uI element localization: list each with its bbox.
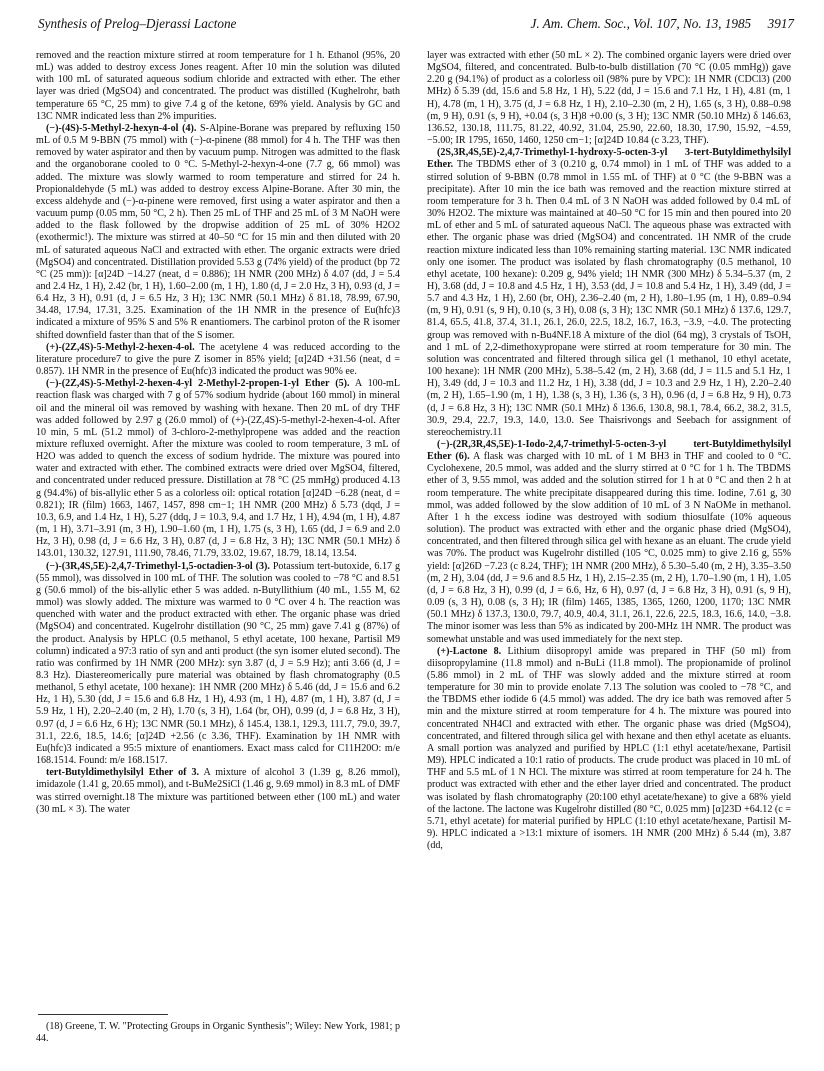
paragraph: (−)-(4S)-5-Methyl-2-hexyn-4-ol (4). S-Alpine-Borane was prepared by refluxing 150 mL of 0.5 M 9-BBN (75 mmol) with (−)-α-pinene (88 mmol) for 4 h. The THF was then removed by water aspirator and then by vacuum pump. Nitrogen was admitted to the flask and the organoborane cooled to 0 °C. 5-Methyl-2-hexyn-4-one (7.7 g, 66 mmol) was added. The mixture was slowly warmed to room temperature and stirred for 24 h. Propionaldehyde (5 mL) was added to destroy excess Alpine-Borane. After 30 min, the excess aldehyde and (−)-α-pinene were removed, first using a water aspirator and then a vacuum pump (0.05 mm, 50 °C, 2 h). Then 25 mL of THF and 25 mL of 3 M NaOH were added to the flask followed by the dropwise addition of 25 mL of 30% H2O2 (exothermic!). The mixture was stirred at 40–50 °C for 15 min and then diluted with 20 mL of saturated aqueous NaCl and extracted with ether. The organic extracts were dried (MgSO4) and concentrated. Distillation provided 5.53 g (74% yield) of the product (bp 72 °C (25 mm)): [α]24D −14.27 (neat, d = 0.886); 1H NMR (200 MHz) δ 4.07 (dd, J = 5.4 and 2.4 Hz, 1 H), 2.42 (br, 1 H), 1.60–2.00 (m, 1 H), 1.80 (d, J = 2.0 Hz, 3 H), 0.93 (d, J = 6.4 Hz, 3 H), 0.91 (d, J = 6.5 Hz, 3 H); 13C NMR (50.1 MHz) δ 81.18, 78.99, 67.90, 34.48, 17.94, 17.31, 3.25. Examination of the 1H NMR in the presence of Eu(hfc)3 indicated a mixture of 95% S and 5% R enantiomers. The carbinol proton of the R isomer shifted downfield faster than that of the S isomer. <box>36 122 400 341</box>
running-header <box>38 16 794 36</box>
paragraph: layer was extracted with ether (50 mL × 2). The combined organic layers were dried over MgSO4, filtered, and concentrated. Bulb-to-bulb distillation (70 °C (0.05 mmHg)) gave 2.20 g (94.1%) of product as a colorless oil (98% pure by VPC): 1H NMR (CDCl3) (200 MHz) δ 5.39 (dd, 15.6 and 5.8 Hz, 1 H), 5.22 (dd, J = 15.6 and 7.1 Hz, 1 H), 4.81 (m, 1 H), 4.78 (m, 1 H), 3.75 (d, J = 6.8 Hz, 1 H), 2.10–2.30 (m, 2 H), 1.65 (s, 3 H), 0.88–0.98 (m, 9 H), 0.91 (s, 9 H), +0.04 (s, 3 H)8 +0.00 (s, 3 H); 13C NMR (50.10 MHz) δ 146.63, 136.52, 130.18, 111.75, 81.22, 40.92, 31.04, 25.90, 22.60, 18.30, 17.90, 15.92, −4.59, −5.00; IR 1795, 1650, 1460, 1250 cm−1; [α]24D 10.84 (c 3.23, THF). <box>427 50 791 147</box>
paragraph: (+)-(2Z,4S)-5-Methyl-2-hexen-4-ol. The acetylene 4 was reduced according to the literature procedure7 to give the pure Z isomer in 85% yield; [α]24D +31.56 (neat, d = 0.857). 1H NMR in the presence of Eu(hfc)3 indicated the product was 90% ee. <box>36 341 400 378</box>
compound-heading: (+)-Lactone 8. <box>437 645 502 657</box>
compound-heading: (−)-(2Z,4S)-5-Methyl-2-hexen-4-yl 2-Methyl-2-propen-1-yl Ether (5). <box>46 378 350 390</box>
footnote <box>36 1021 400 1045</box>
compound-heading: (−)-(4S)-5-Methyl-2-hexyn-4-ol (4). <box>46 122 197 134</box>
paragraph: tert-Butyldimethylsilyl Ether of 3. A mixture of alcohol 3 (1.39 g, 8.26 mmol), imidazole (1.41 g, 20.65 mmol), and t-BuMe2SiCl (1.46 g, 9.69 mmol) in 8.3 mL of DMF was stirred overnight.18 The mixture was partitioned between ether (100 mL) and water (30 mL × 3). The water <box>36 767 400 815</box>
paragraph: (−)-(3R,4S,5E)-2,4,7-Trimethyl-1,5-octadien-3-ol (3). Potassium tert-butoxide, 6.17 g (55 mmol), was dissolved in 100 mL of THF. The solution was cooled to −78 °C and 8.51 g (50.6 mmol) of the bis-allylic ether 5 was added. n-Butyllithium (40 mL, 1.55 M, 62 mmol) was slowly added. The mixture was warmed to 0 °C over 4 h. The reaction was quenched with water and the product extracted with ether. The organic phase was dried (MgSO4) and concentrated. Kugelrohr distillation (90 °C, 25 mm) gave 7.41 g (87%) of the product. Analysis by HPLC (0.5 methanol, 5 ethyl acetate, 100 hexane, Partisil M9 column) indicated a 97:3 ratio of syn and anti product (the syn isomer eluted second). The ratio was confirmed by 1H NMR (200 MHz): syn 3.87 (d, J = 5.9 Hz); anti 3.66 (d, J = 8.3 Hz). Diastereomerically pure material was obtained by flash chromatography (0.5 methanol, 5 ethyl acetate, 100 hexane): 1H NMR (200 MHz) δ 5.46 (dd, J = 15.6 and 6.2 Hz, 1 H), 5.30 (dd, J = 15.6 and 6.8 Hz, 1 H), 4.93 (m, 1 H), 4.87 (m, 1 H), 3.87 (d, J = 5.9 Hz, 1 H), 2.20–2.40 (m, 2 H), 1.70 (s, 3 H), 1.64 (br, OH), 0.99 (d, J = 6.8 Hz, 3 H), 0.97 (d, J = 6.6 Hz, 6 H); 13C NMR (50.1 MHz), δ 145.4, 138.1, 129.3, 111.7, 79.0, 39.7, 31.1, 22.6, 18.5, 14.6; [α]24D +2.56 (c 3.36, THF). Examination by 1H NMR with Eu(hfc)3 indicated a 95:5 mixture of enantiomers. Exact mass calcd for C11H20O: m/e 168.1514. Found: m/e 168.1517. <box>36 560 400 767</box>
footnote-divider <box>38 1014 168 1015</box>
right-column <box>427 50 791 852</box>
footnote-text: (18) Greene, T. W. "Protecting Groups in Organic Synthesis"; Wiley: New York, 1981; p 44. <box>36 1021 400 1044</box>
paragraph: (−)-(2R,3R,4S,5E)-1-Iodo-2,4,7-trimethyl-5-octen-3-yl tert-Butyldimethylsilyl Ether (6). A flask was charged with 10 mL of 1 M BH3 in THF and cooled to 0 °C. Cyclohexene, 20.5 mmol, was added and the slurry stirred at 0 °C for 1 h. The TBDMS ether of 3, 9.55 mmol, was added and the solution stirred for 1 h at 0 °C and then 2 h at room temperature. The white precipitate disappeared during this time. Iodine, 7.61 g, 30 mmol, was added followed by the slow addition of 10 mL of 3 N NaOMe in methanol. After 1 h the excess iodine was destroyed with sodium thiosulfate (10% aqueous solution). The product was extracted with ether and the organic phase dried (MgSO4), concentrated, and then filtered through silica gel with hexane as an eluant. The crude yield was 70%. The product was Kugelrohr distilled (105 °C, 0.025 mm) to give 2.16 g, 55% yield: [α]26D −7.23 (c 8.24, THF); 1H NMR (200 MHz), δ 5.30–5.40 (m, 2 H), 3.35–3.50 (m, 2 H), 3.04 (dd, J = 9.6 and 8.5 Hz, 1 H), 2.15–2.35 (m, 2 H), 1.70–1.90 (m, 1 H), 1.05 (d, J = 6.8 Hz, 3 H), 0.99 (d, J = 6.6, Hz, 6 H), 0.97 (d, J = 6.8 Hz, 3 H), 0.91 (s, 9 H), 0.09 (s, 3 H), 0.08 (s, 3 H); IR (film) 1465, 1385, 1365, 1260, 1200, 1170; 13C NMR (50.1 MHz) δ 137.3, 130.0, 79.7, 40.9, 40.4, 31.1, 26.1, 22.6, 22.5, 18.3, 16.6, 14.0, −3.8. The minor isomer was less than 5% as indicated by 200-MHz 1H NMR. The product was somewhat unstable and was used immediately for the next step. <box>427 439 791 645</box>
paragraph: (−)-(2Z,4S)-5-Methyl-2-hexen-4-yl 2-Methyl-2-propen-1-yl Ether (5). A 100-mL reaction flask was charged with 7 g of 57% sodium hydride (about 160 mmol) in mineral oil and the mineral oil was removed by washing with hexane. Then 20 mL of dry THF was added followed by 2.97 g (26.0 mmol) of (+)-(2Z,4S)-5-methyl-2-hexen-4-ol. After 10 min, 5 mL (51.2 mmol) of 3-chloro-2-methylpropene was added and the reaction mixture refluxed overnight. After the mixture was cooled to room temperature, 3 mL of H2O was added to quench the excess of sodium hydride. The mixture was poured into water and extracted with ether. The combined extracts were dried over MgSO4, filtered, and concentrated under reduced pressure. Distillation at 78 °C (25 mmHg) produced 4.13 g (94.4%) of bis-allylic ether 5 as a colorless oil: optical rotation [α]24D −6.28 (neat, d = 0.821); IR (film) 1663, 1467, 1457, 898 cm−1; 1H NMR (200 MHz) δ 5.73 (dqd, J = 10.3, 6.9, and 1.4 Hz, 1 H), 5.27 (ddq, J = 10.3, 9.4, and 1.7 Hz, 1 H), 4.94 (m, 1 H), 4.87 (m, 1 H), 3.71–3.91 (m, 3 H), 1.90–1.60 (m, 1 H), 1.75 (s, 3 H), 1.65 (dd, J = 6.9 and 2.0 Hz, 3 H), 0.98 (d, J = 6.6 Hz, 3 H), 0.87 (d, J = 6.8 Hz, 3 H); 13C NMR (50.1 MHz) δ 143.01, 130.32, 127.91, 111.90, 78.46, 71.79, 33.02, 19.67, 18.79, 18.14, 13.54. <box>36 378 400 560</box>
compound-heading: (+)-(2Z,4S)-5-Methyl-2-hexen-4-ol. <box>46 341 195 353</box>
left-column <box>36 50 400 816</box>
running-title: Synthesis of Prelog–Djerassi Lactone <box>38 16 237 31</box>
paragraph: (+)-Lactone 8. Lithium diisopropyl amide was prepared in THF (50 ml) from diisopropylamine (11.8 mmol) and n-BuLi (11.8 mmol). The propionamide of prolinol (5.86 mmol) in 2 mL of THF was slowly added and the mixture stirred at room temperature for 30 min to provide enolate 7.13 The solution was cooled to −78 °C, and the TBDMS ether iodide 6 (4.5 mmol) was added. The dry ice bath was removed after 5 min and the mixture stirred at room temperature for 4 h. The mixture was poured into concentrated NH4Cl and extracted with ether. The organic phase was dried (MgSO4), concentrated, and filtered through silica gel with hexane and then ethyl acetate as eluants. A small portion was analyzed and purified by HPLC (1:1 ethyl acetate/hexane, Partisil M9). HPLC indicated a 10:1 ratio of products. The crude product was placed in 10 mL of THF and 5.5 mL of 1 N HCl. The mixture was stirred at room temperature for 24 h. The product was extracted with ether and the ether layer dried and concentrated. The product was isolated by flash chromatography (20:100 ethyl acetate/hexane) to give a 68% yield of the lactone. The lactone was Kugelrohr distilled (80 °C, 0.025 mm) [α]23D +64.12 (c = 5.71, ethyl acetate) for material purified by HPLC (1:10 ethyl acetate/hexane, Partisil M-9). HPLC indicated a >13:1 mixture of isomers. 1H NMR (200 MHz) δ 5.44 (m), 3.87 (dd, <box>427 645 791 852</box>
compound-heading: tert-Butyldimethylsilyl Ether of 3. <box>46 767 200 779</box>
compound-heading: (−)-(3R,4S,5E)-2,4,7-Trimethyl-1,5-octadien-3-ol (3). <box>46 560 270 572</box>
journal-citation <box>531 16 795 32</box>
compound-heading: (2S,3R,4S,5E)-2,4,7-Trimethyl-1-hydroxy-5-octen-3-yl 3-tert-Butyldimethylsilyl Ether. <box>427 147 791 171</box>
compound-heading: (−)-(2R,3R,4S,5E)-1-Iodo-2,4,7-trimethyl-5-octen-3-yl tert-Butyldimethylsilyl Ether (6). <box>427 439 791 463</box>
journal-name: J. Am. Chem. Soc., Vol. 107, No. 13, 1985 <box>530 16 752 31</box>
page-number: 3917 <box>767 16 794 31</box>
paragraph: (2S,3R,4S,5E)-2,4,7-Trimethyl-1-hydroxy-5-octen-3-yl 3-tert-Butyldimethylsilyl Ether. The TBDMS ether of 3 (0.210 g, 0.74 mmol) in 1 mL of THF was added to a stirred solution of 9-BBN (0.78 mmol in 1.55 mL of THF) at 0 °C (the 9-BBN was a precipitate). After 10 min the ice bath was removed and the reaction mixture stirred at room temperature for 3 h. Then 0.4 mL of 3 N NaOH was added followed by 0.4 mL of 30% H2O2. The mixture was maintained at 40–50 °C for 15 min and then poured into 20 mL of ether and 5 mL of saturated aqueous NaCl. The aqueous phase was extracted with ether. The organic phase was dried (MgSO4) and concentrated. 1H NMR of the crude reaction mixture indicated less than 10% remaining starting material. 13C NMR indicated only one isomer. The product was isolated by flash chromatography (0.5 methanol, 10 ethyl acetate, 100 hexane): 0.209 g, 94% yield; 1H NMR (300 MHz) δ 5.34–5.37 (m, 2 H), 3.68 (dd, J = 10.8 and 4.5 Hz, 1 H), 3.53 (dd, J = 10.8 and 5.4 Hz, 1 H), 3.49 (dd, J = 5.7 and 4.3 Hz, 1 H), 2.60 (br, OH), 2.36–2.40 (m, 2 H), 1.80–1.95 (m, 1 H), 0.89–0.94 (m, 9 H), 0.91 (s, 9 H), 0.10 (s, 3 H), 0.08 (s, 3 H); 13C NMR (50.1 MHz) δ 137.6, 129.7, 81.4, 65.5, 41.8, 37.4, 31.1, 26.1, 26.0, 22.5, 18.2, 16.7, 16.3, −3.9, −4.0. The protecting group was removed with n-Bu4NF.18 A mixture of the diol (64 mg), 3 crystals of TsOH, and 1 mL of 2,2-dimethoxypropane were stirred at room temperature for 30 min. The solution was concentrated and filtered through silica gel (1 methanol, 10 ethyl acetate, 100 hexane): 1H NMR (200 MHz), 5.38–5.42 (m, 2 H), 3.68 (dd, J = 11.5 and 5.1 Hz, 1 H), 3.49 (dd, J = 10.3 and 11.2 Hz, 1 H), 3.38 (dd, J = 10.3 and 2.9 Hz, 1 H), 2.20–2.40 (m, 2 H), 1.65–1.90 (m, 1 H), 1.38 (s, 3 H), 1.36 (s, 3 H), 0.96 (d, J = 6.8 Hz, 9 H), 0.73 (d, J = 6.8 Hz, 3 H); 13C NMR (50.1 MHz) δ 136.6, 130.8, 98.1, 78.4, 66.2, 38.2, 31.5, 30.9, 29.4, 22.7, 19.3, 14.0, 13.0. See Thaisrivongs and Seebach for assignment of stereochemistry.11 <box>427 147 791 438</box>
paragraph: removed and the reaction mixture stirred at room temperature for 1 h. Ethanol (95%, 20 mL) was added to destroy excess Jones reagent. After 10 min the solution was diluted with 100 mL of saturated aqueous sodium chloride and extracted with ether. The ether layer was dried (MgSO4) and concentrated. The product was distilled (Kughelrohr, bath temperature 65 °C, 25 mm) to give 7.4 g of the ketone, 69% yield. Analysis by GC and 13C NMR indicated less than 2% impurities. <box>36 50 400 122</box>
